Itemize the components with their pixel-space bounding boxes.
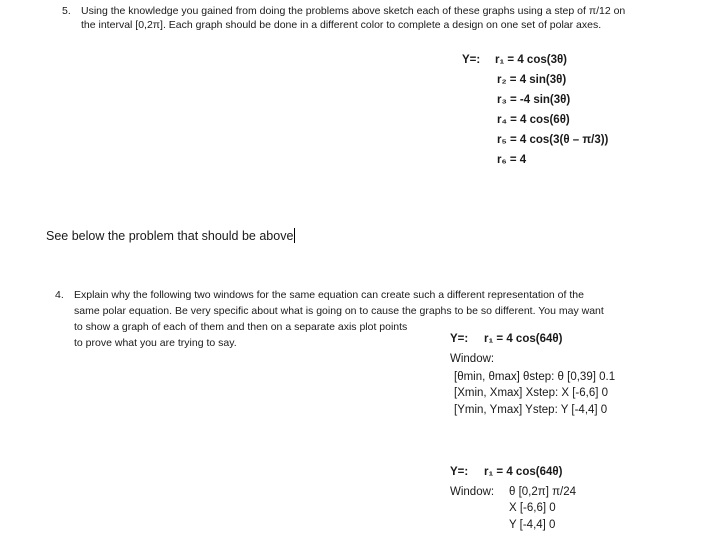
- window-2-y-prefix: Y=:: [450, 466, 469, 478]
- equation-r6: r₆ = 4: [497, 154, 527, 166]
- problem-5-line-2: the interval [0,2π]. Each graph should be done in a different color to complete a design on one set of polar axes.: [81, 19, 602, 31]
- problem-4-number: 4.: [55, 289, 64, 301]
- text-cursor: [294, 228, 295, 243]
- equation-r4: r₄ = 4 cos(6θ): [497, 114, 570, 126]
- window-1-y-prefix: Y=:: [450, 333, 469, 345]
- window-2-equation: r₁ = 4 cos(64θ): [484, 466, 563, 478]
- window-1-theta-row: [θmin, θmax] θstep: θ [0,39] 0.1: [454, 371, 616, 383]
- equation-r5: r₅ = 4 cos(3(θ – π/3)): [497, 134, 609, 146]
- window-2-theta: θ [0,2π] π/24: [509, 486, 577, 498]
- note-text: See below the problem that should be above: [46, 229, 294, 243]
- problem-5-y-prefix: Y=:: [462, 54, 481, 66]
- equation-r2: r₂ = 4 sin(3θ): [497, 74, 567, 86]
- window-2-x-row: X [-6,6] 0: [509, 502, 556, 514]
- window-2-y-row: Y [-4,4] 0: [509, 519, 556, 531]
- window-1-label: Window:: [450, 353, 495, 365]
- window-1-y-row: [Ymin, Ymax] Ystep: Y [-4,4] 0: [454, 404, 608, 416]
- equation-r3: r₃ = -4 sin(3θ): [497, 94, 571, 106]
- problem-5-number: 5.: [62, 5, 71, 17]
- problem-4-line-1: Explain why the following two windows for the same equation can create such a different representation of the: [74, 289, 584, 301]
- problem-5-line-1: Using the knowledge you gained from doing the problems above sketch each of these graphs using a step of π/12 on: [81, 5, 626, 17]
- note-line[interactable]: [46, 228, 295, 243]
- window-1-x-row: [Xmin, Xmax] Xstep: X [-6,6] 0: [454, 387, 609, 399]
- equation-r1: r₁ = 4 cos(3θ): [495, 54, 568, 66]
- problem-4-line-4: to prove what you are trying to say.: [74, 337, 237, 349]
- problem-4-line-2: same polar equation. Be very specific about what is going on to cause the graphs to be so different. You may want: [74, 305, 604, 317]
- window-2-label: Window:: [450, 486, 495, 498]
- problem-4-line-3: to show a graph of each of them and then on a separate axis plot points: [74, 321, 408, 333]
- window-1-equation: r₁ = 4 cos(64θ): [484, 333, 563, 345]
